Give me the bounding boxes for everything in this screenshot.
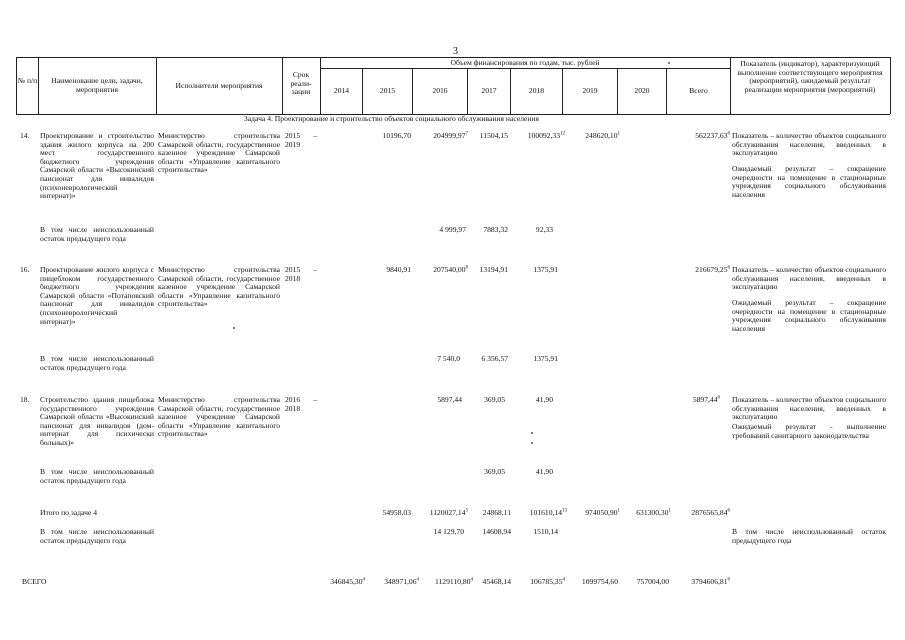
- row-expected-result: Ожидаемый результат - выполнение требований санитарного законодательства: [732, 422, 886, 440]
- header-vline: [890, 57, 891, 114]
- task-total-sub-2018: 1510,14: [533, 527, 558, 536]
- grand-total-label: ВСЕГО: [22, 577, 47, 586]
- row-indicator: Показатель – количество объектов социального обслуживания населения, введенных в эксплуатацию: [732, 131, 886, 158]
- grand-total-2015: 348971,06$^4$: [384, 577, 419, 586]
- cell-2016: 204999,97$^7$: [433, 131, 468, 140]
- header-year-total: Всего: [689, 86, 708, 95]
- header-year-2016: 2016: [432, 86, 448, 95]
- cell-2017: 13194,91: [479, 265, 508, 274]
- sub-cell-2016: 7 540,0: [437, 354, 460, 363]
- row-indicator: Показатель – количество объектов социального обслуживания населения, введенных в эксплуатацию: [732, 395, 886, 422]
- cell-total: 5897,44$^6$: [692, 395, 720, 404]
- row-sub-label: В том числе неиспользованный остаток предыдущего года: [40, 467, 154, 485]
- task-total-label: Итого по задаче 4: [40, 508, 98, 517]
- scan-mark: [668, 62, 670, 64]
- cell-2018: 1375,91: [533, 265, 558, 274]
- header-col-term: Срок реали-зации: [290, 70, 312, 97]
- header-vline: [320, 57, 321, 114]
- row-indicator: Показатель – количество объектов социального обслуживания населения, введенных в эксплуатацию: [732, 265, 886, 292]
- row-term: 2016 – 2018: [285, 395, 317, 413]
- grand-total-2016: 1129110,80$^4$: [434, 577, 473, 586]
- grand-total-2019: 1099754,60: [581, 577, 618, 586]
- task-total-sub-2016: 14 129,70: [433, 527, 464, 536]
- task-total-2019: 974050,90$^1$: [585, 508, 620, 517]
- row-number: 16.: [20, 265, 30, 274]
- page-number: 3: [453, 46, 458, 57]
- task-total-sub-2017: 14608,94: [482, 527, 511, 536]
- scan-mark: [233, 327, 235, 329]
- header-year-2015: 2015: [379, 86, 396, 95]
- grand-total-2017: 45468,14: [482, 577, 511, 586]
- header-vline: [38, 57, 39, 114]
- row-executor: Министерство строительства Самарской области, государственное казенное учреждение Самарской области «Управление капитального строительства»: [158, 395, 280, 439]
- sub-cell-2017: 7883,32: [483, 225, 508, 234]
- row-executor: Министерство строительства Самарской области, государственное казенное учреждение Самарской области «Управление капитального строительства»: [158, 131, 280, 175]
- cell-2015: 10196,70: [382, 131, 411, 140]
- grand-total-2018: 106785,35$^4$: [530, 577, 565, 586]
- header-col-name: Наименование цели, задачи, мероприятия: [51, 76, 143, 94]
- cell-total: 216679,25$^6$: [695, 265, 730, 274]
- task-total-sub-label: В том числе неиспользованный остаток предыдущего года: [40, 527, 154, 545]
- scan-mark: [531, 432, 533, 434]
- header-vline: [282, 57, 283, 114]
- sub-cell-2017: 6 356,57: [481, 354, 508, 363]
- row-number: 18.: [20, 395, 30, 404]
- header-year-2018: 2018: [528, 86, 545, 95]
- header-year-2017: 2017: [481, 86, 497, 95]
- row-term: 2015 – 2019: [285, 131, 317, 149]
- header-col-indicator: Показатель (индикатор), характеризующий выполнение соответствующего мероприятия (мероприятий), ожидаемый результат реализации мероприятия (мероприятий): [737, 59, 883, 94]
- row-term: 2015 – 2018: [285, 265, 317, 283]
- header-col-exec: Исполнители мероприятия: [175, 81, 263, 90]
- row-sub-label: В том числе неиспользованный остаток предыдущего года: [40, 225, 154, 243]
- cell-2017: 11504,15: [479, 131, 508, 140]
- row-number: 14.: [20, 131, 30, 140]
- grand-total-2014: 346845,30$^4$: [330, 577, 365, 586]
- sub-cell-2018: 92,33: [535, 225, 553, 234]
- row-expected-result: Ожидаемый результат – сокращение очередности на помещение в стационарные учреждения социального обслуживания населения: [732, 164, 886, 199]
- task-title: Задача 4. Проектирование и строительство объектов социального обслуживания населения: [244, 114, 539, 123]
- row-sub-label: В том числе неиспользованный остаток предыдущего года: [40, 354, 154, 372]
- header-vline: [730, 57, 731, 114]
- task-total-sub-indicator: В том числе неиспользованный остаток предыдущего года: [732, 527, 886, 545]
- row-executor: Министерство строительства Самарской области, государственное казенное учреждение Самарской области «Управление капитального строительства»: [158, 265, 280, 309]
- grand-total-2020: 757004,00: [636, 577, 669, 586]
- task-total-2015: 54958,03: [382, 508, 411, 517]
- grand-total-all: 3794606,81$^6$: [691, 577, 730, 586]
- header-year-2019: 2019: [582, 86, 598, 95]
- task-total-2016: 1120027,14$^5$: [429, 508, 468, 517]
- task-total-2018: 101610,14$^{13}$: [529, 508, 567, 517]
- sub-cell-2017: 369,05: [484, 467, 505, 476]
- cell-2019: 248620,10$^1$: [585, 131, 620, 140]
- cell-2017: 369,05: [484, 395, 505, 404]
- task-total-2017: 24868,11: [482, 508, 511, 517]
- row-name: Проектирование и строительство здания жилого корпуса на 200 мест государственного бюджетного учреждения Самарской области «Высокинский пансионат для инвалидов (психоневрологический интернат)»: [40, 131, 154, 201]
- task-total-2020: 631300,30$^1$: [636, 508, 671, 517]
- header-vline: [156, 57, 157, 114]
- header-col-num: № п/п: [17, 76, 38, 85]
- cell-2018: 41,90: [535, 395, 553, 404]
- cell-2015: 9840,91: [386, 265, 411, 274]
- row-name: Проектирование жилого корпуса с пищеблоком государственного бюджетного учреждения Самарской области «Потаповский пансионат для инвалидов (психоневрологический интернат)»: [40, 265, 154, 326]
- task-total-all: 2876565,84$^6$: [691, 508, 730, 517]
- scan-mark: [531, 442, 533, 444]
- header-col-funding: Объем финансирования по годам, тыс. рублей: [450, 58, 600, 67]
- sub-cell-2016: 4 999,97: [439, 225, 466, 234]
- cell-total: 562237,63$^6$: [695, 131, 730, 140]
- sub-cell-2018: 41,90: [535, 467, 553, 476]
- header-year-2014: 2014: [333, 86, 350, 95]
- header-year-2020: 2020: [634, 86, 650, 95]
- cell-2018: 100092,33$^{12}$: [527, 131, 565, 140]
- funding-subheader-line: [320, 68, 730, 69]
- cell-2016: 207540,00$^8$: [433, 265, 468, 274]
- sub-cell-2018: 1375,91: [533, 354, 558, 363]
- row-expected-result: Ожидаемый результат – сокращение очередности на помещение в стационарные учреждения социального обслуживания населения: [732, 298, 886, 333]
- row-name: Строительство здания пищеблока государственного учреждения Самарской области «Высокинский пансионат для инвалидов (дом-интернат для психически больных)»: [40, 395, 154, 447]
- cell-2016: 5897,44: [437, 395, 462, 404]
